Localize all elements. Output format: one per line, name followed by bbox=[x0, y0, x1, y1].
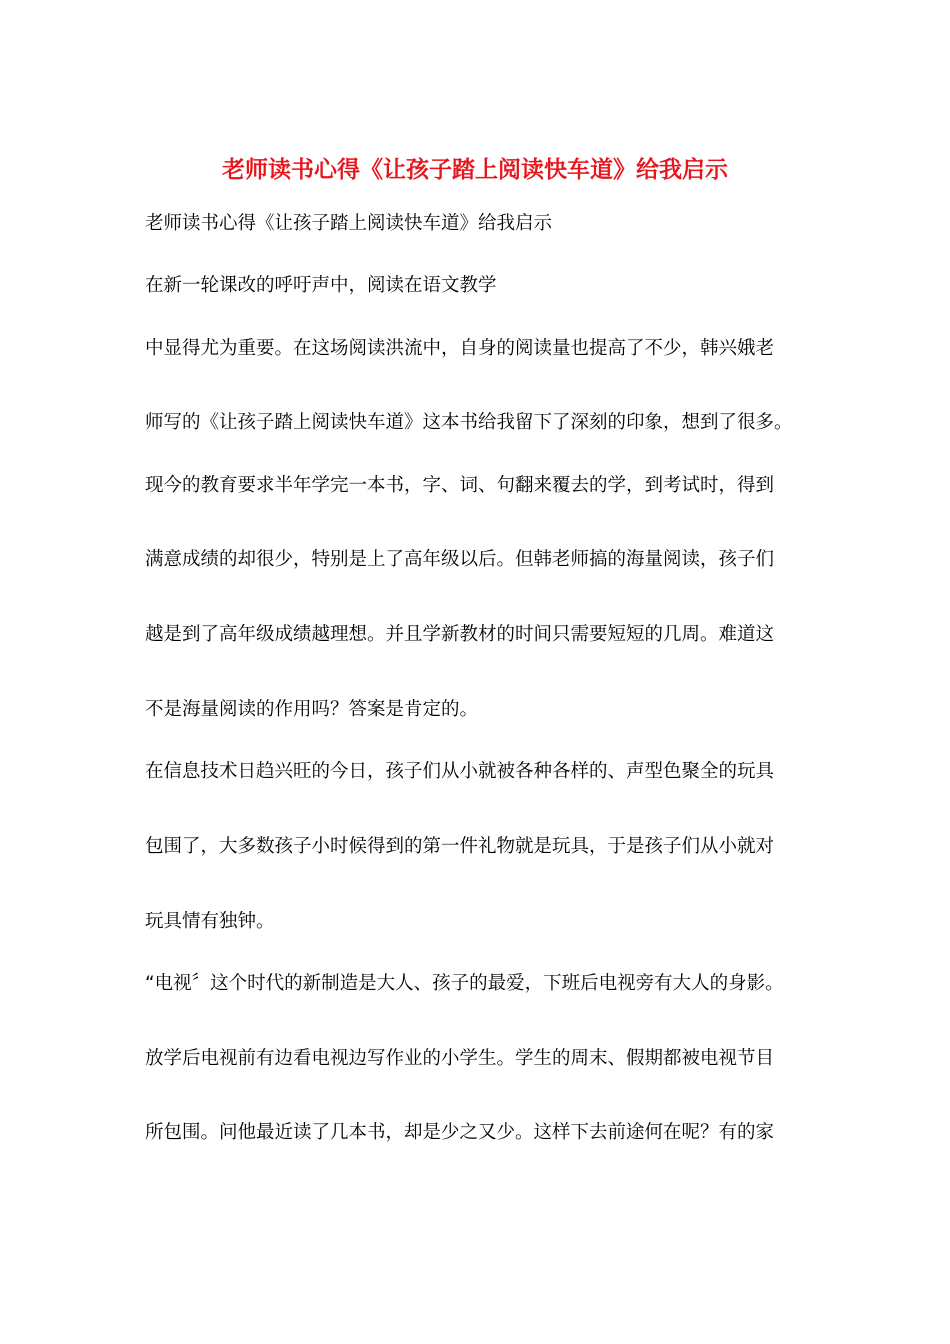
body-line: 中显得尤为重要。在这场阅读洪流中，自身的阅读量也提高了不少，韩兴娥老 bbox=[145, 338, 775, 359]
body-line: 玩具情有独钟。 bbox=[145, 911, 275, 932]
body-line: “电视〞这个时代的新制造是大人、孩子的最爱，下班后电视旁有大人的身影。 bbox=[145, 973, 784, 994]
body-line: 在新一轮课改的呼吁声中，阅读在语文教学 bbox=[145, 275, 497, 296]
body-line: 满意成绩的却很少，特别是上了高年级以后。但韩老师搞的海量阅读，孩子们 bbox=[145, 549, 775, 570]
body-line: 放学后电视前有边看电视边写作业的小学生。学生的周末、假期都被电视节目 bbox=[145, 1048, 775, 1069]
body-line: 老师读书心得《让孩子踏上阅读快车道》给我启示 bbox=[145, 213, 553, 234]
body-line: 在信息技术日趋兴旺的今日，孩子们从小就被各种各样的、声型色聚全的玩具 bbox=[145, 761, 775, 782]
body-line: 现今的教育要求半年学完一本书，字、词、句翻来覆去的学，到考试时，得到 bbox=[145, 475, 775, 496]
body-line: 不是海量阅读的作用吗？答案是肯定的。 bbox=[145, 699, 479, 720]
document-title: 老师读书心得《让孩子踏上阅读快车道》给我启示 bbox=[222, 156, 728, 183]
body-line: 师写的《让孩子踏上阅读快车道》这本书给我留下了深刻的印象，想到了很多。 bbox=[145, 412, 793, 433]
body-line: 包围了，大多数孩子小时候得到的第一件礼物就是玩具，于是孩子们从小就对 bbox=[145, 836, 775, 857]
body-line: 所包围。问他最近读了几本书，却是少之又少。这样下去前途何在呢？有的家 bbox=[145, 1122, 775, 1143]
body-line: 越是到了高年级成绩越理想。并且学新教材的时间只需要短短的几周。难道这 bbox=[145, 624, 775, 645]
